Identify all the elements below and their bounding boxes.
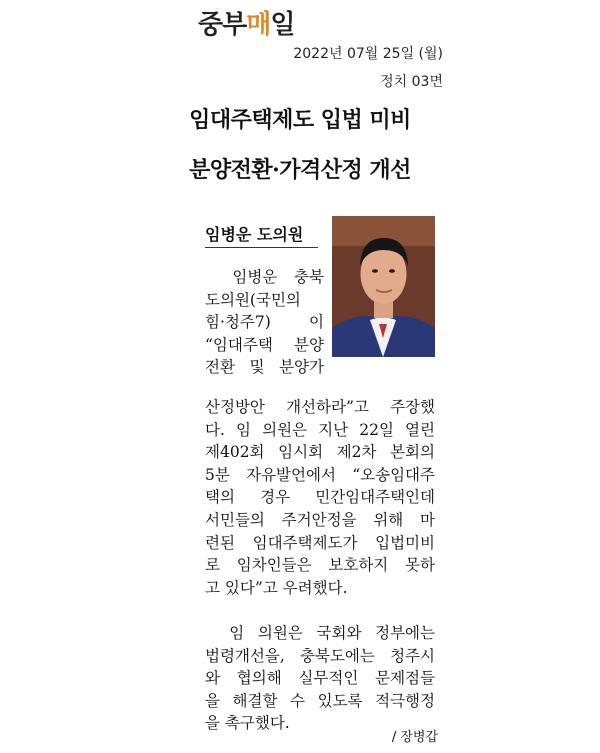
- text-line: 임병운 충북: [205, 268, 324, 286]
- text-line: 택의 경우 민간임대주택인데: [205, 488, 435, 507]
- byline-name: 임병운 도의원: [205, 225, 304, 244]
- text-line: 련된 임대주택제도가 입법미비: [205, 533, 435, 552]
- text-line: 로 임차인들은 보호하지 못하: [205, 556, 435, 575]
- text-line: 을 촉구했다.: [205, 714, 290, 733]
- text-line: 도의원(국민의: [205, 290, 301, 309]
- portrait-illustration: [332, 216, 435, 357]
- portrait-photo: [332, 216, 435, 357]
- text-line: 을 해결할 수 있도록 적극행정: [205, 691, 435, 710]
- text-line: 법령개선을, 충북도에는 청주시: [205, 646, 435, 665]
- logo-text-1: 중부: [198, 10, 247, 40]
- logo-text-3: 일: [270, 10, 295, 40]
- reporter-name: / 장병갑: [391, 730, 438, 745]
- text-line: “임대주택 분양: [205, 335, 324, 354]
- headline-line-1: 임대주택제도 입법 미비: [189, 107, 411, 133]
- logo-text-accent: 매: [246, 10, 271, 40]
- text-line: 임 의원은 국회와 정부에는: [205, 624, 435, 642]
- text-line: 5분 자유발언에서 “오송임대주: [205, 465, 435, 484]
- paragraph-1-continued: [205, 396, 435, 599]
- text-line: 와 협의해 실무적인 문제점들: [205, 669, 435, 688]
- text-line: 서민들의 주거안정을 위해 마: [205, 510, 435, 529]
- text-line: 산정방안 개선하라”고 주장했: [205, 398, 435, 416]
- text-line: 다. 임 의원은 지난 22일 열린: [205, 420, 435, 439]
- section-page: 정치 03면: [380, 74, 443, 90]
- paragraph-2: [205, 622, 435, 735]
- text-line: 고 있다”고 우려했다.: [205, 578, 348, 597]
- text-line: 전환 및 분양가: [205, 358, 324, 377]
- text-line: 힘·청주7) 이: [205, 313, 324, 332]
- byline-rule: [205, 247, 318, 248]
- publication-date: 2022년 07월 25일 (월): [293, 46, 443, 62]
- paragraph-1: [205, 266, 324, 379]
- headline-line-2: 분양전환·가격산정 개선: [189, 157, 411, 183]
- text-line: 제402회 임시회 제2차 본회의: [205, 443, 435, 462]
- newspaper-logo: [198, 4, 294, 41]
